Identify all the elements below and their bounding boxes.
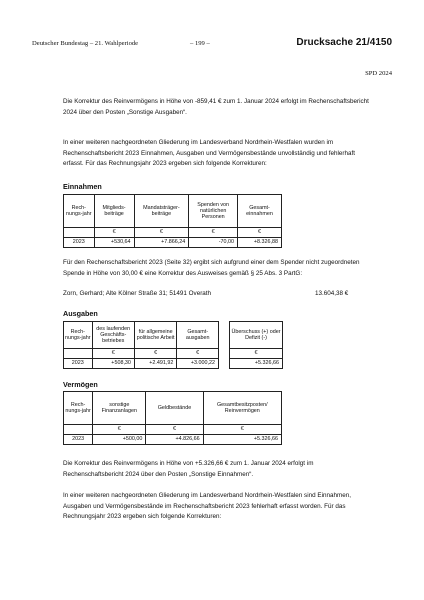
header-cell: Überschuss (+) oder Defizit (-) [230,322,283,349]
year-cell: 2023 [64,435,93,445]
surplus-table [229,321,283,369]
vermoegen-table [63,391,282,445]
paragraph-2: In einer weiteren nachgeordneten Gliederung im Landesverband Nordrhein-Westfalen wurden im Rechenschaftsbericht 2023 Einnahmen, Ausgaben und Vermögensbestände unvollständig und fehlerhaft erfasst. Für das Rechnungsjahr 2023 ergeben sich folgende Korrekturen: [63,139,355,168]
unit-cell: € [203,425,281,435]
unit-cell [64,425,93,435]
value-cell: +508,30 [92,359,134,369]
unit-cell: € [146,425,203,435]
paragraph-4: Die Korrektur des Reinvermögens in Höhe von +5.326,66 € zum 1. Januar 2024 erfolgt im Rechenschaftsbericht 2024 über den Posten „Sonstige Einnahmen“. [63,460,314,478]
value-cell: +3.000,22 [177,359,219,369]
unit-cell: € [177,349,219,359]
ausgaben-table [63,321,219,369]
header-cell: sonstige Finanzanlagen [93,392,146,425]
value-cell: +7.866,24 [134,238,189,248]
value-cell: +500,00 [93,435,146,445]
unit-cell: € [92,349,134,359]
value-cell: -70,00 [189,238,238,248]
section-einnahmen: Einnahmen [63,182,102,191]
header-publication: Deutscher Bundestag – 21. Wahlperiode [32,40,139,47]
party-label: SPD 2024 [365,70,392,77]
paragraph-5: In einer weiteren nachgeordneten Gliederung im Landesverband Nordrhein-Westfalen sind Einnahmen, Ausgaben und Vermögensbestände im Rechenschaftsbericht 2023 fehlerhaft erfasst worden. Für das Rechnungsjahr 2023 ergeben sich folgende Korrekturen: [63,492,351,521]
value-cell: +2.491,92 [134,359,176,369]
donor-amount: 13.604,38 € [315,290,349,297]
value-cell: +530,64 [94,238,134,248]
value-cell: +4.826,66 [146,435,203,445]
header-cell: Geldbestände [146,392,203,425]
header-cell: für allgemeine politische Arbeit [134,322,176,349]
donor-entry: Zorn, Gerhard; Alte Kölner Straße 31; 51491 Overath [63,290,212,297]
unit-cell: € [134,349,176,359]
header-cell: Mitglieds-beiträge [94,195,134,228]
header-cell: Gesamtbesitzposten/ Reinvermögen [203,392,281,425]
unit-cell [64,228,95,238]
unit-cell [64,349,93,359]
header-cell: des laufenden Geschäfts-betriebes [92,322,134,349]
unit-cell: € [94,228,134,238]
einnahmen-table [63,194,282,248]
header-cell: Rech-nungs-jahr [64,195,95,228]
header-cell: Gesamt-einnahmen [238,195,282,228]
header-cell: Rech-nungs-jahr [64,392,93,425]
paragraph-1: Die Korrektur des Reinvermögens in Höhe von -859,41 € zum 1. Januar 2024 erfolgt im Rechenschaftsbericht 2024 über den Posten „Sonstige Ausgaben“. [63,98,369,116]
header-page-number: – 199 – [190,40,210,47]
value-cell: +8.326,88 [238,238,282,248]
value-cell: +5.326,66 [230,359,283,369]
year-cell: 2023 [64,238,95,248]
unit-cell: € [93,425,146,435]
section-ausgaben: Ausgaben [63,309,98,318]
header-cell: Mandatsträger-beiträge [134,195,189,228]
header-cell: Gesamt-ausgaben [177,322,219,349]
header-document-number: Drucksache 21/4150 [296,37,392,48]
unit-cell: € [134,228,189,238]
value-cell: +5.326,66 [203,435,281,445]
header-cell: Rech-nungs-jahr [64,322,93,349]
section-vermoegen: Vermögen [63,380,98,389]
unit-cell: € [238,228,282,238]
header-cell: Spenden von natürlichen Personen [189,195,238,228]
unit-cell: € [189,228,238,238]
year-cell: 2023 [64,359,93,369]
paragraph-3: Für den Rechenschaftsbericht 2023 (Seite 32) ergibt sich aufgrund einer dem Spender nicht zugeordneten Spende in Höhe von 30,00 € eine Korrektur des Ausweises gemäß § 25 Abs. 3 PartG: [63,259,360,277]
unit-cell: € [230,349,283,359]
